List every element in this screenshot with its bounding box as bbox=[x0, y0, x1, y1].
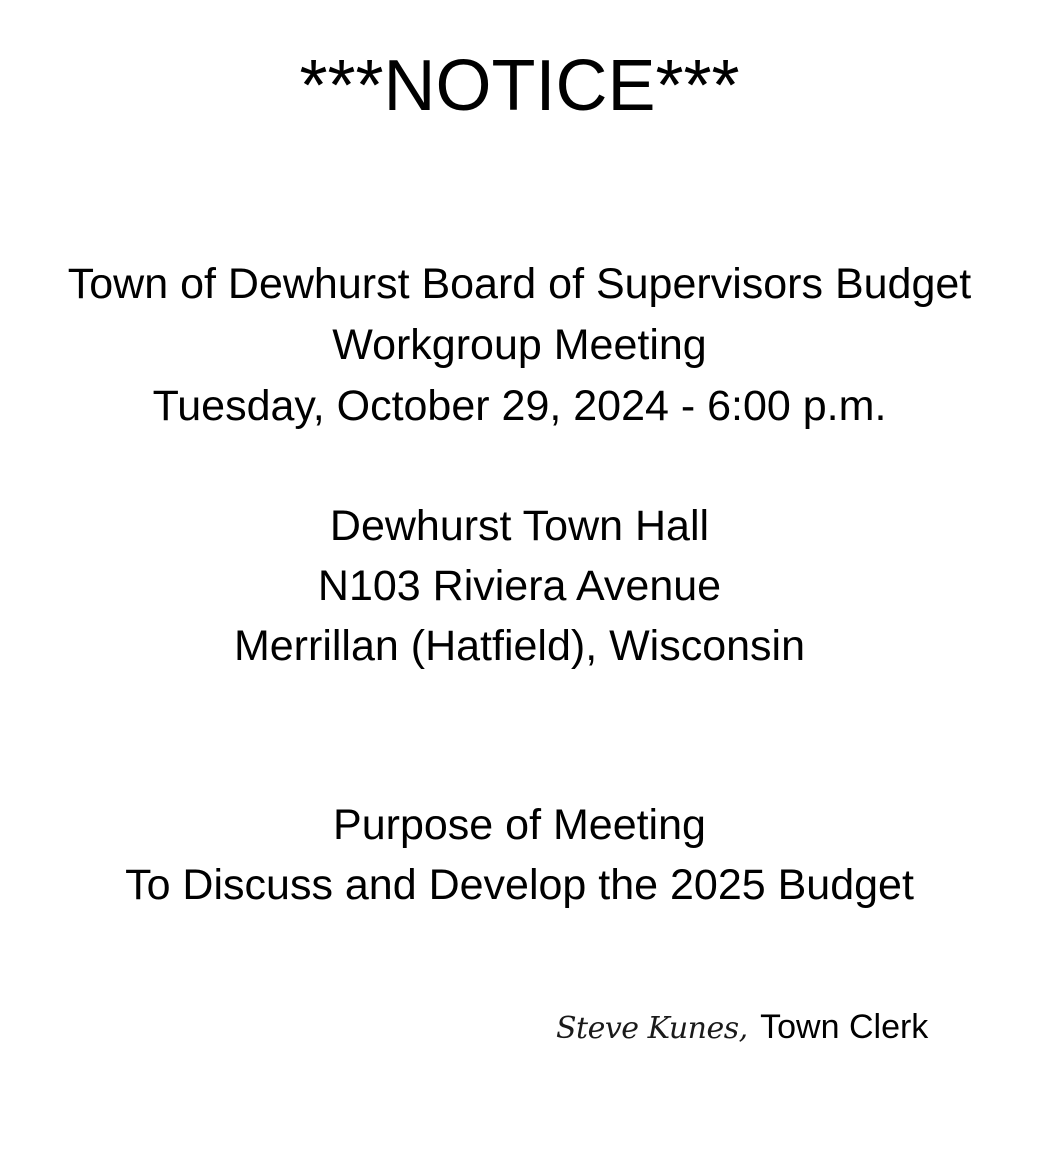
meeting-datetime: Tuesday, October 29, 2024 - 6:00 p.m. bbox=[152, 382, 887, 430]
location-venue: Dewhurst Town Hall bbox=[329, 502, 710, 550]
location-street: N103 Riviera Avenue bbox=[317, 562, 722, 610]
meeting-title-line-1: Town of Dewhurst Board of Supervisors Budget bbox=[67, 260, 972, 308]
location-city: Merrillan (Hatfield), Wisconsin bbox=[233, 622, 806, 670]
purpose-text: To Discuss and Develop the 2025 Budget bbox=[125, 861, 914, 909]
signature-title: Town Clerk bbox=[760, 1008, 929, 1046]
purpose-heading: Purpose of Meeting bbox=[333, 801, 706, 849]
notice-title: ***NOTICE*** bbox=[299, 46, 740, 126]
signature-block bbox=[556, 1010, 928, 1044]
meeting-title-line-2: Workgroup Meeting bbox=[332, 321, 707, 369]
signature-name: Steve Kunes, bbox=[556, 1011, 748, 1046]
